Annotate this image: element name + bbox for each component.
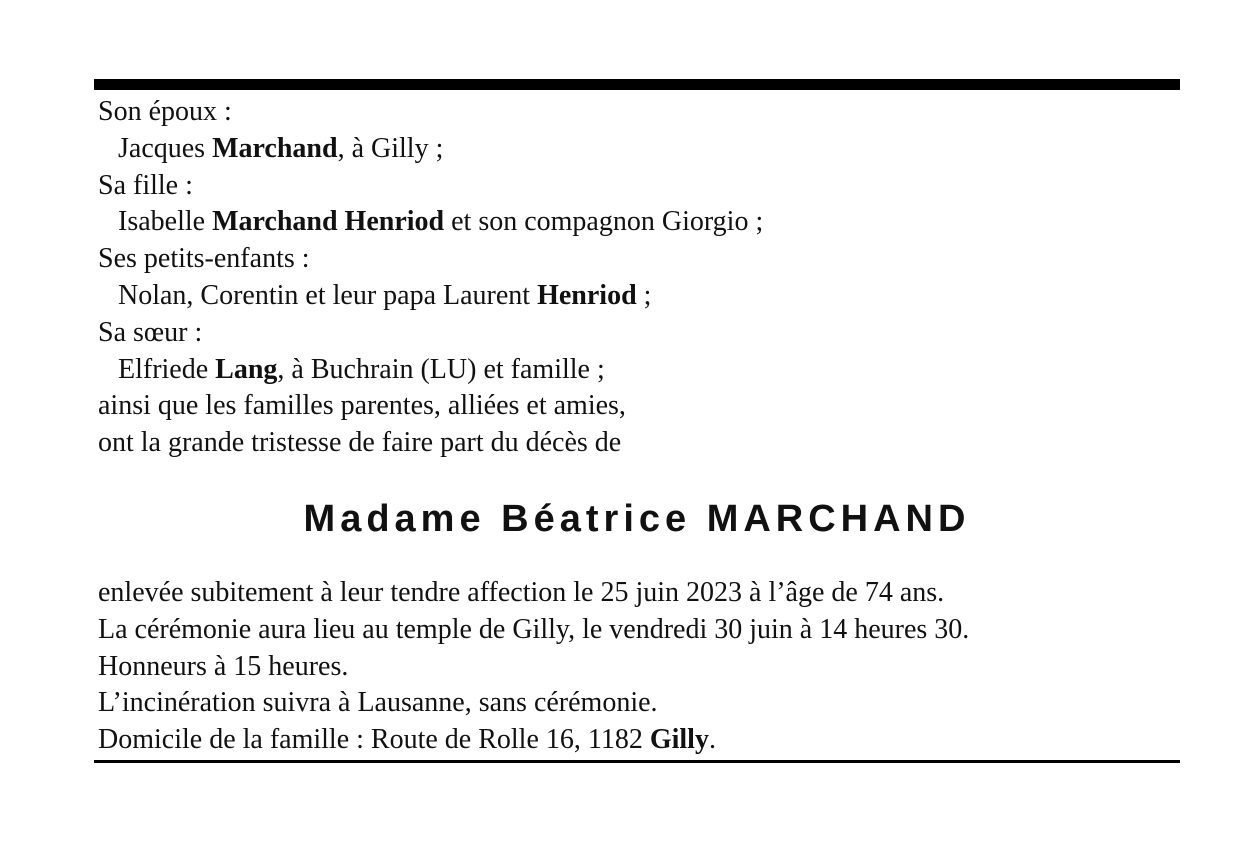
extended-family-line: ainsi que les familles parentes, alliées et amies, (98, 390, 626, 422)
announcement-line: ont la grande tristesse de faire part du décès de (98, 427, 622, 459)
grandchildren-entry (98, 278, 1178, 315)
daughter-label: Sa fille : (98, 169, 193, 201)
top-divider (94, 79, 1180, 90)
grandchildren-label: Ses petits-enfants : (98, 243, 310, 275)
spouse-entry (98, 131, 1178, 168)
sister-entry (98, 352, 1178, 389)
grandchildren-end: ; (636, 279, 652, 311)
sister-last-name: Lang (215, 353, 278, 385)
ceremony-line: La cérémonie aura lieu au temple de Gilly, le vendredi 30 juin à 14 heures 30. (98, 613, 970, 645)
passing-line: enlevée subitement à leur tendre affection le 25 juin 2023 à l’âge de 74 ans. (98, 577, 945, 608)
cremation-line: L’incinération suivra à Lausanne, sans cérémonie. (98, 687, 658, 719)
domicile-address: Domicile de la famille : Route de Rolle 16, 1182 (98, 724, 643, 756)
deceased-name: Madame Béatrice MARCHAND (303, 498, 971, 540)
daughter-last-name: Marchand Henriod (212, 206, 445, 238)
grandchildren-last-name: Henriod (537, 279, 637, 311)
honours-line: Honneurs à 15 heures. (98, 650, 349, 682)
sister-location: , à Buchrain (LU) et famille ; (277, 353, 605, 385)
domicile-line (98, 722, 1178, 759)
family-list (98, 94, 1178, 462)
domicile-town: Gilly (649, 724, 709, 756)
daughter-companion: et son compagnon Giorgio ; (444, 206, 764, 238)
daughter-first-name: Isabelle (118, 206, 206, 238)
spouse-first-name: Jacques (118, 132, 206, 164)
daughter-entry (98, 204, 1178, 241)
domicile-end: . (708, 724, 716, 756)
bottom-divider (94, 760, 1180, 763)
sister-label: Sa sœur : (98, 316, 203, 348)
spouse-location: , à Gilly ; (337, 132, 444, 164)
grandchildren-names: Nolan, Corentin et leur papa Laurent (118, 279, 531, 311)
ceremony-details (98, 575, 1178, 759)
spouse-label: Son époux : (98, 96, 232, 127)
spouse-last-name: Marchand (212, 132, 338, 164)
sister-first-name: Elfriede (118, 353, 209, 385)
